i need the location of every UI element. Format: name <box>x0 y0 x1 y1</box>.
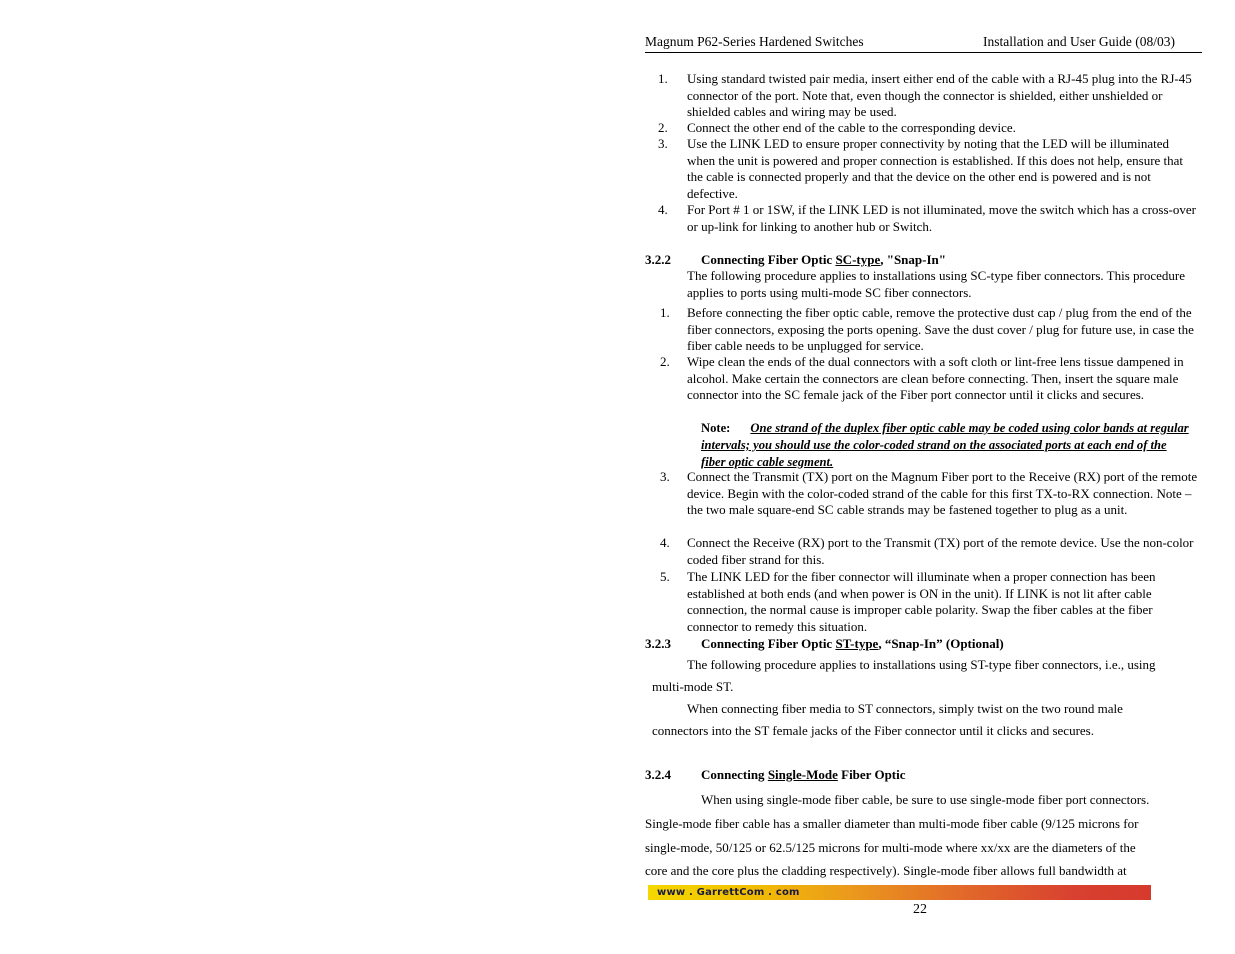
heading-text: Connecting Fiber Optic <box>701 252 836 267</box>
list-item: Connect the Receive (RX) port to the Transmit (TX) port of the remote device. Use the non-color coded fiber strand for this. <box>687 535 1194 567</box>
heading-text: Fiber Optic <box>837 767 906 782</box>
paragraph-line: connectors into the ST female jacks of the Fiber connector until it clicks and secures. <box>652 723 1094 738</box>
section-heading-3-2-2 <box>645 252 946 268</box>
list-item-number: 2. <box>658 120 668 135</box>
section-heading-3-2-3 <box>645 636 1004 652</box>
paragraph-line: multi-mode ST. <box>652 679 734 694</box>
list-item-number: 4. <box>660 535 670 550</box>
footer-website: www . GarrettCom . com <box>657 887 800 898</box>
list-item-number: 2. <box>660 354 670 369</box>
document-page <box>645 0 1202 954</box>
heading-text: , “Snap-In” (Optional) <box>878 636 1004 651</box>
paragraph-line: Single-mode fiber cable has a smaller diameter than multi-mode fiber cable (9/125 microns for <box>645 816 1139 831</box>
list-item: Connect the other end of the cable to the corresponding device. <box>687 120 1016 135</box>
heading-text: Connecting <box>701 767 768 782</box>
list-item: Using standard twisted pair media, insert either end of the cable with a RJ-45 plug into the RJ-45 connector of the port. Note that, even though the connector is shielded, either unshielded or shielded cables and wiring may be used. <box>687 71 1192 120</box>
note-text: One strand of the duplex fiber optic cable may be coded using color bands at regular intervals; you should use the color-coded strand on the associated ports at each end of the fiber optic cable segment. <box>701 421 1189 469</box>
paragraph-line: The following procedure applies to installations using ST-type fiber connectors, i.e., using <box>687 657 1156 672</box>
section-number: 3.2.3 <box>645 636 671 651</box>
paragraph-line: When using single-mode fiber cable, be sure to use single-mode fiber port connectors. <box>701 792 1150 807</box>
note-label: Note: <box>701 421 731 435</box>
heading-underlined-text: SC-type <box>835 252 881 267</box>
paragraph-line: single-mode, 50/125 or 62.5/125 microns for multi-mode where xx/xx are the diameters of the <box>645 840 1136 855</box>
header-rule <box>645 52 1202 53</box>
section-number: 3.2.4 <box>645 767 671 782</box>
list-item: Before connecting the fiber optic cable, remove the protective dust cap / plug from the end of the fiber connectors, exposing the ports opening. Save the dust cover / plug for future use, in case the fiber cable needs to be unplugged for service. <box>687 305 1194 354</box>
running-header-guide: Installation and User Guide (08/03) <box>983 34 1175 49</box>
heading-underlined-text: Single-Mode <box>767 767 838 782</box>
list-item-number: 1. <box>660 305 670 320</box>
list-item-number: 5. <box>660 569 670 584</box>
paragraph-line: When connecting fiber media to ST connectors, simply twist on the two round male <box>687 701 1123 716</box>
list-item: Use the LINK LED to ensure proper connectivity by noting that the LED will be illuminated when the unit is powered and proper connection is established. If this does not help, ensure that the cable is connected properly and that the device on the other end is powered and is not defective. <box>687 136 1184 201</box>
section-heading-3-2-4 <box>645 767 906 783</box>
note-block <box>701 420 1191 471</box>
list-item: Connect the Transmit (TX) port on the Magnum Fiber port to the Receive (RX) port of the remote device. Begin with the color-coded strand of the cable for this first TX-to-RX connection. Note – the two male square-end SC cable strands may be fastened together to plug as a unit. <box>687 469 1198 518</box>
running-header-title: Magnum P62-Series Hardened Switches <box>645 34 864 49</box>
list-item-number: 3. <box>660 469 670 484</box>
list-item: For Port # 1 or 1SW, if the LINK LED is not illuminated, move the switch which has a cross-over or up-link for linking to another hub or Switch. <box>687 202 1196 234</box>
heading-text: , "Snap-In" <box>880 252 946 267</box>
heading-text: Connecting Fiber Optic <box>701 636 836 651</box>
list-item-number: 1. <box>658 71 668 86</box>
page-number: 22 <box>913 902 927 917</box>
section-number: 3.2.2 <box>645 252 671 267</box>
paragraph-line: core and the core plus the cladding respectively). Single-mode fiber allows full bandwidth at <box>645 863 1127 878</box>
list-item-number: 3. <box>658 136 668 151</box>
list-item: The LINK LED for the fiber connector will illuminate when a proper connection has been established at both ends (and when power is ON in the unit). If LINK is not lit after cable connection, the normal cause is improper cable polarity. Swap the fiber cables at the fiber connector to remedy this situation. <box>687 569 1156 634</box>
list-item: Wipe clean the ends of the dual connectors with a soft cloth or lint-free lens tissue dampened in alcohol. Make certain the connectors are clean before connecting. Then, insert the square male connector into the SC female jack of the Fiber port connector until it clicks and secures. <box>687 354 1184 403</box>
list-item-number: 4. <box>658 202 668 217</box>
heading-underlined-text: ST-type <box>835 636 879 651</box>
section-intro: The following procedure applies to installations using SC-type fiber connectors. This procedure applies to ports using multi-mode SC fiber connectors. <box>687 268 1185 300</box>
